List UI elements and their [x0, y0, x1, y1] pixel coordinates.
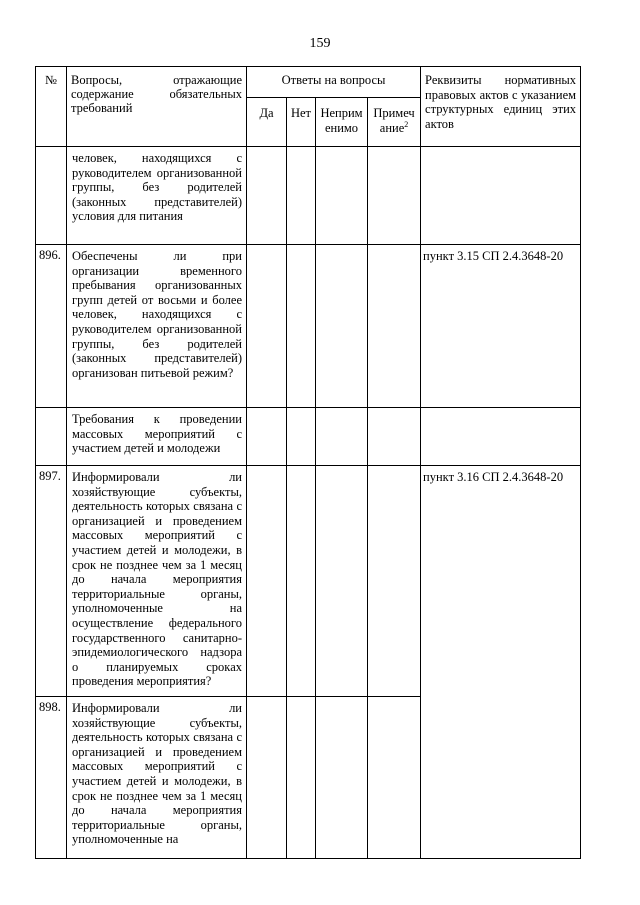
cell-yes[interactable]: [247, 697, 287, 859]
cell-not-applicable[interactable]: [316, 697, 368, 859]
row-requisites: [421, 147, 581, 245]
row-number: 897.: [36, 466, 67, 697]
row-question: Обеспечены ли при организации временного пребывания организованных групп детей от восьми и более человек, находящихся с руководителем организованной группы, без родителей (законных представителей) организован питьевой режим?: [67, 245, 247, 408]
cell-not-applicable[interactable]: [316, 147, 368, 245]
cell-yes[interactable]: [247, 147, 287, 245]
cell-no[interactable]: [287, 697, 316, 859]
header-number: №: [36, 67, 67, 147]
row-number: 896.: [36, 245, 67, 408]
row-requisites: пункт 3.15 СП 2.4.3648-20: [421, 245, 581, 408]
cell-no[interactable]: [287, 466, 316, 697]
cell-no[interactable]: [287, 147, 316, 245]
header-note-text: Примеч ание: [373, 106, 415, 135]
header-question: Вопросы, отражающие содержание обязательных требований: [67, 67, 247, 147]
row-requisites: пункт 3.16 СП 2.4.3648-20: [421, 466, 581, 859]
row-number: 898.: [36, 697, 67, 859]
cell-note[interactable]: [368, 697, 421, 859]
table-row: [36, 466, 581, 697]
row-number: [36, 147, 67, 245]
cell-note[interactable]: [368, 245, 421, 408]
table-row: [36, 147, 581, 245]
header-row: [36, 67, 581, 98]
cell-not-applicable[interactable]: [316, 466, 368, 697]
cell-no[interactable]: [287, 245, 316, 408]
header-yes: Да: [247, 98, 287, 147]
cell-note[interactable]: [368, 147, 421, 245]
page-number: 159: [309, 36, 331, 51]
row-question: Информировали ли хозяйствующие субъекты, деятельность которых связана с организацией и проведением массовых мероприятий с участием детей и молодежи, в срок не позднее чем за 1 месяц до начала мероприятия территориальные органы, уполномоченные на: [67, 697, 247, 859]
row-question: Информировали ли хозяйствующие субъекты, деятельность которых связана с организацией и проведением массовых мероприятий с участием детей и молодежи, в срок не позднее чем за 1 месяц до начала мероприятия территориальные органы, уполномоченные на осуществление федерального государственного санитарно-эпидемиологического надзора о планируемых сроках проведения мероприятия?: [67, 466, 247, 697]
cell-no[interactable]: [287, 408, 316, 466]
header-answers: Ответы на вопросы: [247, 67, 421, 98]
row-requisites: [421, 408, 581, 466]
cell-yes[interactable]: [247, 466, 287, 697]
table-row: [36, 245, 581, 408]
cell-note[interactable]: [368, 408, 421, 466]
cell-note[interactable]: [368, 466, 421, 697]
cell-not-applicable[interactable]: [316, 408, 368, 466]
header-requisites: Реквизиты нормативных правовых актов с указанием структурных единиц этих актов: [421, 67, 581, 147]
row-question: человек, находящихся с руководителем организованной группы, без родителей (законных представителей) условия для питания: [67, 147, 247, 245]
header-note: [368, 98, 421, 147]
header-no: Нет: [287, 98, 316, 147]
cell-yes[interactable]: [247, 408, 287, 466]
cell-yes[interactable]: [247, 245, 287, 408]
table-row: [36, 408, 581, 466]
row-number: [36, 408, 67, 466]
checklist-table: [35, 66, 581, 859]
header-note-footnote: 2: [404, 119, 409, 129]
row-section-title: Требования к проведении массовых мероприятий с участием детей и молодежи: [67, 408, 247, 466]
cell-not-applicable[interactable]: [316, 245, 368, 408]
header-not-applicable: Неприм енимо: [316, 98, 368, 147]
